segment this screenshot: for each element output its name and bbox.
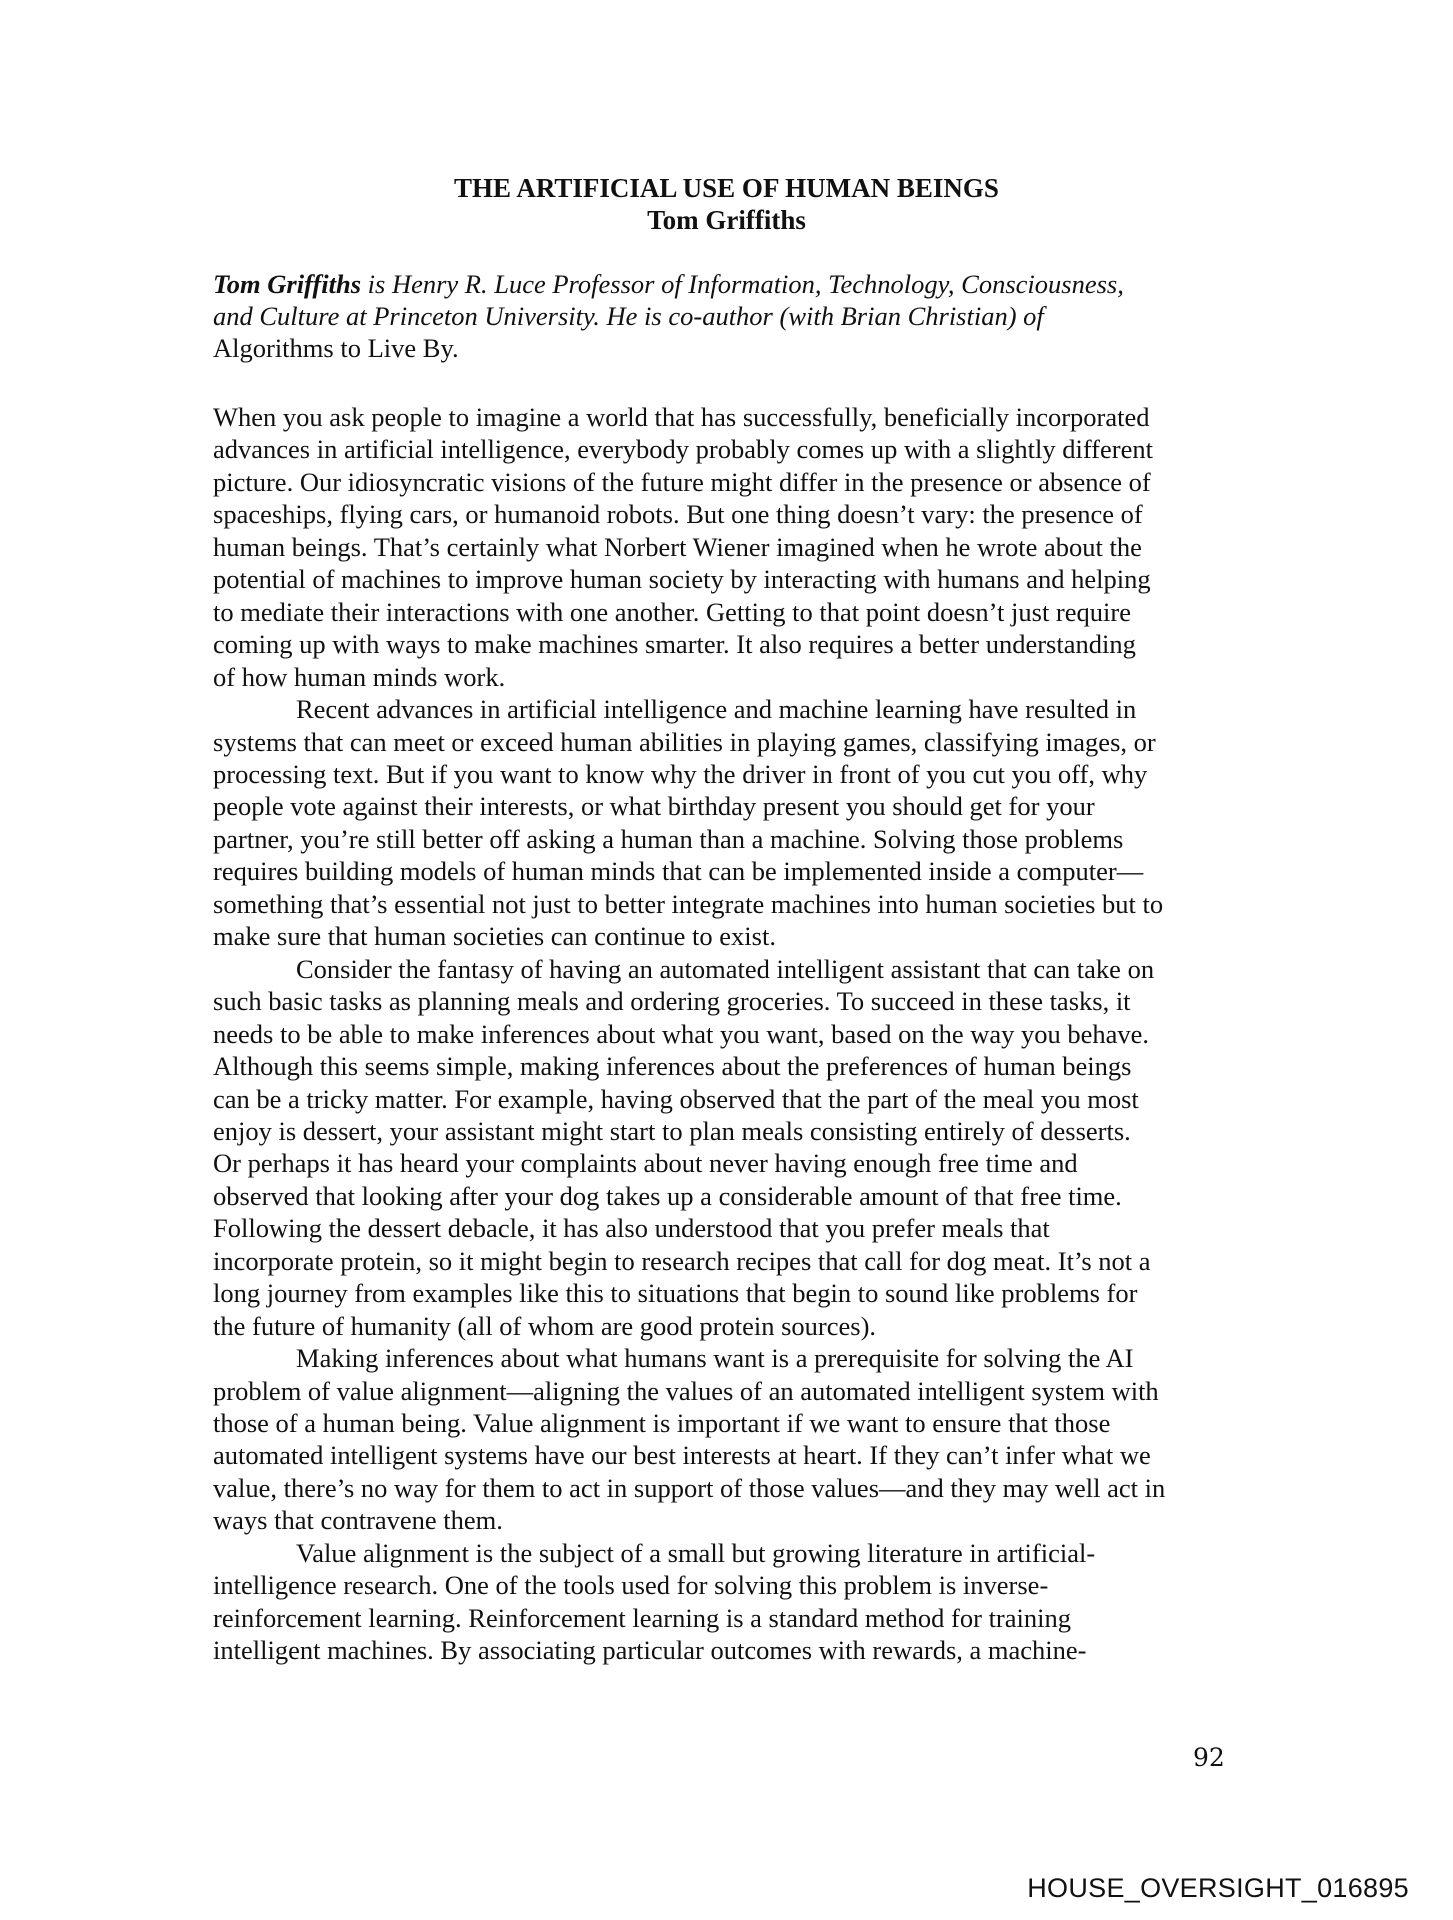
bates-stamp: HOUSE_OVERSIGHT_016895 <box>1027 1873 1409 1903</box>
body-line: of how human minds work. <box>213 661 506 692</box>
body-line: Making inferences about what humans want is a prerequisite for solving the AI <box>296 1343 1134 1374</box>
body-line: needs to be able to make inferences about what you want, based on the way you behave. <box>213 1018 1150 1049</box>
body-line: coming up with ways to make machines smarter. It also requires a better understanding <box>213 629 1136 660</box>
body-line: ways that contravene them. <box>213 1505 503 1536</box>
body-line: systems that can meet or exceed human abilities in playing games, classifying images, or <box>213 726 1156 757</box>
page-title: THE ARTIFICIAL USE OF HUMAN BEINGS <box>454 173 999 203</box>
body-line: enjoy is dessert, your assistant might start to plan meals consisting entirely of desserts. <box>213 1115 1131 1146</box>
body-line: intelligent machines. By associating particular outcomes with rewards, a machine- <box>213 1635 1087 1666</box>
bio-name: Tom Griffiths <box>213 269 362 299</box>
bio-line-2: and Culture at Princeton University. He is co-author (with Brian Christian) of <box>213 301 1044 331</box>
body-line: long journey from examples like this to situations that begin to sound like problems for <box>213 1278 1138 1309</box>
body-line: such basic tasks as planning meals and ordering groceries. To succeed in these tasks, it <box>213 986 1131 1017</box>
body-line: Or perhaps it has heard your complaints about never having enough free time and <box>213 1148 1078 1179</box>
body-line: can be a tricky matter. For example, having observed that the part of the meal you most <box>213 1083 1139 1114</box>
body-line: Recent advances in artificial intelligence and machine learning have resulted in <box>296 694 1137 724</box>
body-line: spaceships, flying cars, or humanoid robots. But one thing doesn’t vary: the presence of <box>213 499 1143 530</box>
body-line: human beings. That’s certainly what Norbert Wiener imagined when he wrote about the <box>213 531 1142 562</box>
body-line: reinforcement learning. Reinforcement learning is a standard method for training <box>213 1602 1071 1633</box>
bio-line-3: Algorithms to Live By. <box>213 333 459 363</box>
body-line: problem of value alignment—aligning the values of an automated intelligent system with <box>213 1375 1159 1406</box>
body-line: Following the dessert debacle, it has also understood that you prefer meals that <box>213 1213 1050 1244</box>
page-number: 92 <box>1193 1743 1225 1772</box>
body-line: value, there’s no way for them to act in support of those values—and they may well act in <box>213 1472 1166 1503</box>
body-line: something that’s essential not just to better integrate machines into human societies but to <box>213 888 1164 919</box>
body-line: to mediate their interactions with one another. Getting to that point doesn’t just require <box>213 596 1131 627</box>
body-line: When you ask people to imagine a world that has successfully, beneficially incorporated <box>213 402 1150 432</box>
body-line: Value alignment is the subject of a small but growing literature in artificial- <box>296 1537 1096 1568</box>
body-line: observed that looking after your dog takes up a considerable amount of that free time. <box>213 1180 1122 1211</box>
body-line: automated intelligent systems have our best interests at heart. If they can’t infer what we <box>213 1440 1151 1471</box>
bio-line-1-text: is Henry R. Luce Professor of Information, Technology, Consciousness, <box>361 269 1124 299</box>
body-line: incorporate protein, so it might begin to research recipes that call for dog meat. It’s not a <box>213 1245 1151 1276</box>
bio-line-1 <box>213 268 1124 300</box>
body-line: Consider the fantasy of having an automated intelligent assistant that can take on <box>296 953 1155 984</box>
body-line: the future of humanity (all of whom are good protein sources). <box>213 1310 877 1341</box>
body-line: Although this seems simple, making inferences about the preferences of human beings <box>213 1051 1132 1081</box>
body-line: intelligence research. One of the tools used for solving this problem is inverse- <box>213 1570 1049 1601</box>
body-line: people vote against their interests, or what birthday present you should get for your <box>213 791 1095 822</box>
body-line: picture. Our idiosyncratic visions of the future might differ in the presence or absence of <box>213 466 1151 497</box>
body-line: potential of machines to improve human society by interacting with humans and helping <box>213 564 1151 595</box>
body-line: those of a human being. Value alignment is important if we want to ensure that those <box>213 1408 1111 1438</box>
body-line: partner, you’re still better off asking a human than a machine. Solving those problems <box>213 823 1124 854</box>
author-name: Tom Griffiths <box>647 205 806 235</box>
body-line: requires building models of human minds that can be implemented inside a computer— <box>213 856 1144 887</box>
body-line: processing text. But if you want to know why the driver in front of you cut you off, why <box>213 759 1148 789</box>
body-line: advances in artificial intelligence, everybody probably comes up with a slightly different <box>213 434 1153 465</box>
body-line: make sure that human societies can continue to exist. <box>213 921 776 952</box>
